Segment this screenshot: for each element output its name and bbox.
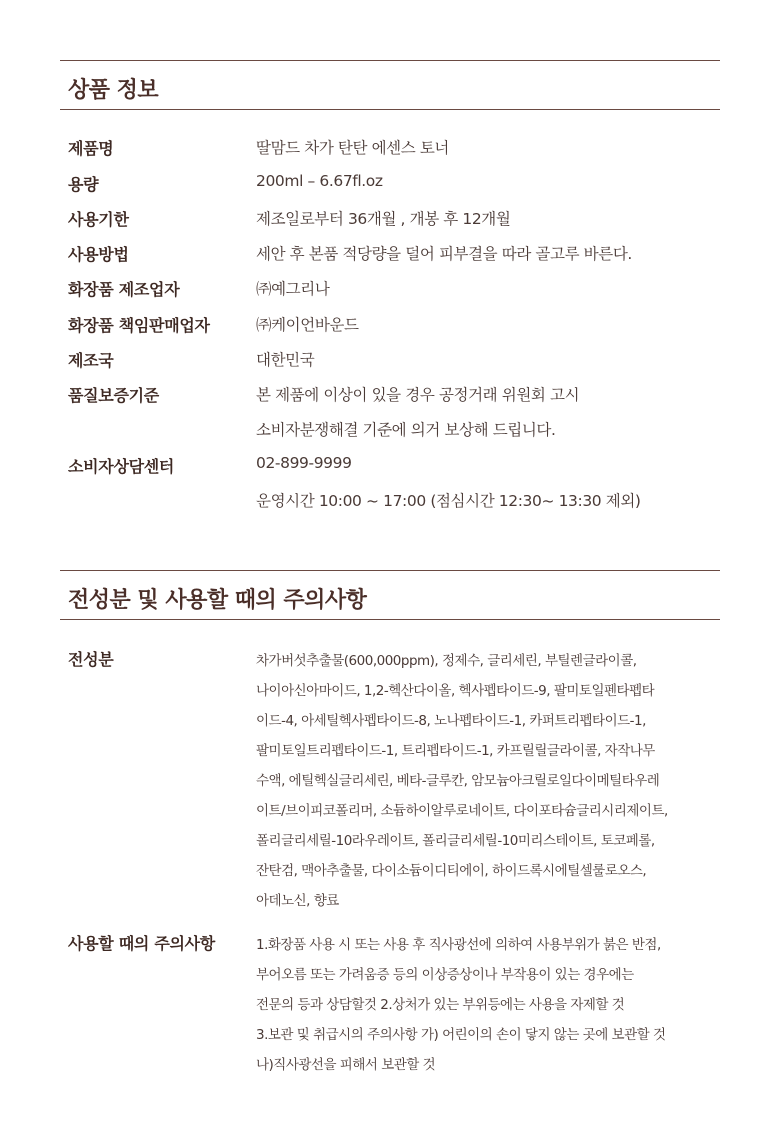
info-label: 품질보증기준 <box>68 386 159 405</box>
section-title: 전성분 및 사용할 때의 주의사항 <box>68 588 367 613</box>
info-value: 본 제품에 이상이 있을 경우 공정거래 위원회 고시 <box>256 386 580 404</box>
cautions-line: 1.화장품 사용 시 또는 사용 후 직사광선에 의하여 사용부위가 붉은 반점, <box>256 937 661 953</box>
ingredients-section <box>60 570 720 1090</box>
ingredients-line: 차가버섯추출물(600,000ppm), 정제수, 글리세린, 부틸렌글라이콜, <box>256 653 637 669</box>
top-rule <box>60 60 720 61</box>
info-value: ㈜예그리나 <box>256 280 330 298</box>
ingredients-line: 이드-4, 아세틸헥사펩타이드-8, 노나펩타이드-1, 카퍼트리펩타이드-1, <box>256 713 646 729</box>
info-label: 소비자상담센터 <box>68 457 175 476</box>
info-label: 제품명 <box>68 139 114 158</box>
ingredients-line: 폴리글리세릴-10라우레이트, 폴리글리세릴-10미리스테이트, 토코페롤, <box>256 833 655 849</box>
info-label: 화장품 책임판매업자 <box>68 316 210 335</box>
info-value: 소비자분쟁해결 기준에 의거 보상해 드립니다. <box>256 421 556 439</box>
info-value: ㈜케이언바운드 <box>256 316 359 334</box>
ingredients-line: 수액, 에틸헥실글리세린, 베타-글루칸, 암모늄아크릴로일다이메틸타우레 <box>256 773 660 789</box>
top-rule <box>60 570 720 571</box>
section-title: 상품 정보 <box>68 78 159 103</box>
info-value: 딸맘드 차가 탄탄 에센스 토너 <box>256 139 449 157</box>
info-label: 화장품 제조업자 <box>68 280 180 299</box>
info-value: 대한민국 <box>256 351 315 369</box>
info-value: 200ml – 6.67fl.oz <box>256 172 383 190</box>
ingredients-line: 이트/브이피코폴리머, 소듐하이알루로네이트, 다이포타슘글리시리제이트, <box>256 803 668 819</box>
ingredients-line: 팔미토일트리펩타이드-1, 트리펩타이드-1, 카프릴릴글라이콜, 자작나무 <box>256 743 655 759</box>
ingredients-line: 잔탄검, 맥아추출물, 다이소듐이디티에이, 하이드록시에틸셀룰로오스, <box>256 863 647 879</box>
info-label: 용량 <box>68 175 99 194</box>
ingredients-line: 아데노신, 향료 <box>256 893 339 909</box>
info-label: 사용방법 <box>68 245 129 264</box>
ingredients-label: 전성분 <box>68 650 114 669</box>
title-rule <box>60 619 720 620</box>
cautions-line: 3.보관 및 취급시의 주의사항 가) 어린이의 손이 닿지 않는 곳에 보관할 것 <box>256 1027 666 1043</box>
info-label: 제조국 <box>68 351 114 370</box>
ingredients-line: 나이아신아마이드, 1,2-헥산다이올, 헥사펩타이드-9, 팔미토일펜타펩타 <box>256 683 655 699</box>
cautions-line: 전문의 등과 상담할것 2.상처가 있는 부위등에는 사용을 자제할 것 <box>256 997 625 1013</box>
product-info-section <box>60 60 720 530</box>
info-value: 제조일로부터 36개월 , 개봉 후 12개월 <box>256 210 511 228</box>
info-value: 02-899-9999 <box>256 454 352 472</box>
info-value: 운영시간 10:00 ~ 17:00 (점심시간 12:30~ 13:30 제외) <box>256 492 641 510</box>
title-rule <box>60 109 720 110</box>
info-value: 세안 후 본품 적당량을 덜어 피부결을 따라 골고루 바른다. <box>256 245 632 263</box>
cautions-line: 나)직사광선을 피해서 보관할 것 <box>256 1057 436 1073</box>
cautions-line: 부어오름 또는 가려움증 등의 이상증상이나 부작용이 있는 경우에는 <box>256 967 634 983</box>
info-label: 사용기한 <box>68 210 129 229</box>
cautions-label: 사용할 때의 주의사항 <box>68 934 215 953</box>
